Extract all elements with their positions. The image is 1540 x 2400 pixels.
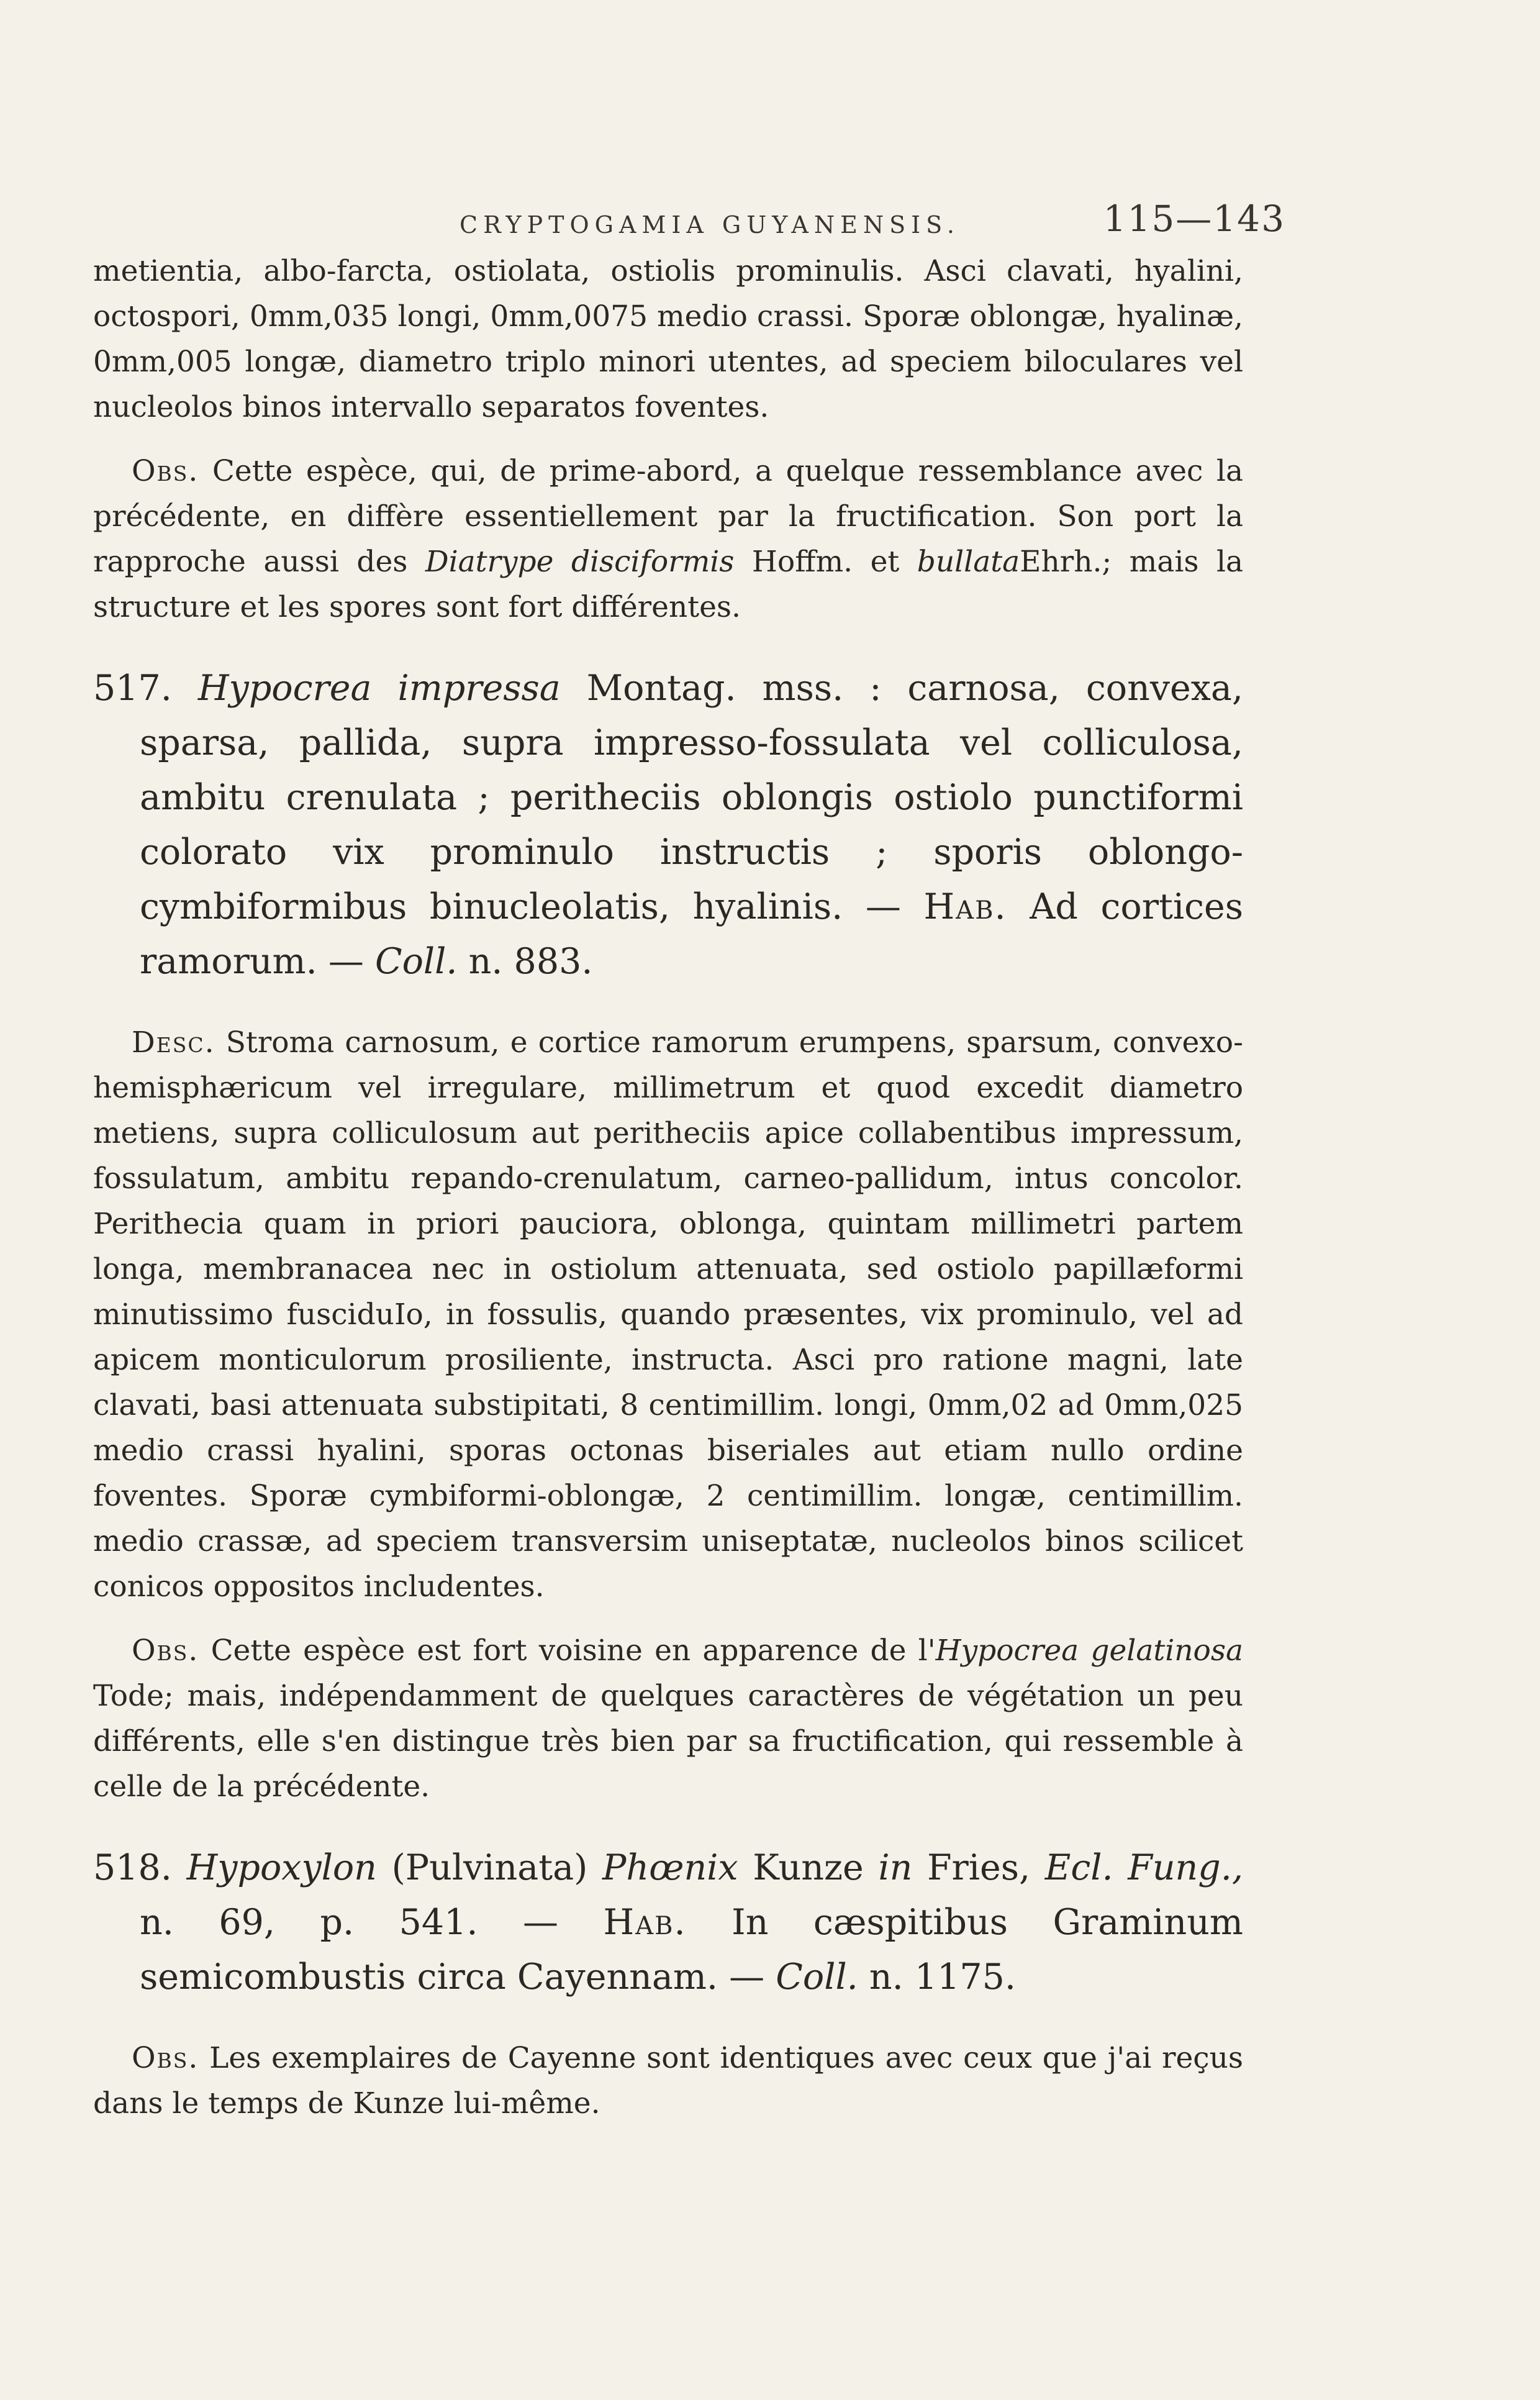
collection-label: Coll. xyxy=(776,1957,858,1998)
obs-label: Obs. xyxy=(132,454,199,488)
entry-text: n. 69, p. 541. — xyxy=(140,1902,559,1943)
species-epithet: Phœnix xyxy=(602,1847,738,1888)
running-title: CRYPTOGAMIA GUYANENSIS. xyxy=(460,211,960,239)
intro-paragraph: metientia, albo-farcta, ostiolata, ostiolis prominulis. Asci clavati, hyalini, octospori, 0mm,035 longi, 0mm,0075 medio crassi. Sporæ oblongæ, hyalinæ, 0mm,005 longæ, diametro triplo minori utentes, ad speciem biloculares vel nucleolos binos intervallo separatos foventes. xyxy=(93,254,1243,424)
description-paragraph xyxy=(93,1020,1243,1609)
obs-label: Obs. xyxy=(132,2041,199,2075)
obs-text: Ehrh.; mais la structure et les spores sont fort différentes. xyxy=(93,545,1244,624)
collection-number: n. 1175. xyxy=(869,1957,1017,1998)
entry-text: Montag. mss. : carnosa, convexa, sparsa, pallida, supra impresso-fossulata vel colliculosa, ambitu crenulata ; peritheciis oblongis ostiolo punctiformi colorato vix prominulo instructis ; sporis oblongo-cymbiformibus binucleolatis, hyalinis. — xyxy=(140,668,1244,927)
page-number: 115—143 xyxy=(1103,198,1285,240)
genus-name: Hypoxylon xyxy=(186,1847,377,1888)
collection-number: n. 883. xyxy=(468,941,593,982)
obs-text: Cette espèce est fort voisine en apparence de l' xyxy=(211,1634,936,1668)
entry-518 xyxy=(93,1840,1243,2004)
obs-label: Obs. xyxy=(132,1634,199,1668)
taxon-name: bullata xyxy=(917,545,1020,579)
entry-text: In cæspitibus Graminum semicombustis circa Cayennam. — xyxy=(140,1902,1243,1998)
body-text xyxy=(93,248,1243,2126)
obs-text: Hoffm. et xyxy=(751,545,900,579)
subgenus-name: (Pulvinata) xyxy=(391,1847,588,1888)
obs-text: Les exemplaires de Cayenne sont identiques avec ceux que j'ai reçus dans le temps de Kunze lui-même. xyxy=(93,2041,1243,2120)
entry-text: Ad cortices ramorum. — xyxy=(140,886,1243,982)
obs-paragraph-3 xyxy=(93,2035,1243,2126)
work-title: Ecl. Fung., xyxy=(1044,1847,1243,1888)
page-header xyxy=(93,198,1285,247)
habitat-label: Hab. xyxy=(923,886,1007,927)
entry-517 xyxy=(93,661,1243,989)
collection-label: Coll. xyxy=(374,941,458,982)
author-name: Kunze xyxy=(753,1847,864,1888)
entry-text: Fries, xyxy=(926,1847,1031,1888)
entry-number: 518. xyxy=(93,1847,172,1888)
taxon-name: Diatrype disciformis xyxy=(425,545,735,579)
entry-number: 517. xyxy=(93,668,172,709)
obs-paragraph-1 xyxy=(93,448,1243,630)
habitat-label: Hab. xyxy=(603,1902,687,1943)
obs-text: Tode; mais, indépendamment de quelques caractères de végétation un peu différents, elle s'en distingue très bien par sa fructification, qui ressemble à celle de la précédente. xyxy=(93,1679,1243,1804)
taxon-name: Hypocrea gelatinosa xyxy=(935,1634,1243,1668)
species-name: Hypocrea impressa xyxy=(197,668,561,709)
desc-text: Stroma carnosum, e cortice ramorum erumpens, sparsum, convexo-hemisphæricum vel irregulare, millimetrum et quod excedit diametro metiens, supra colliculosum aut peritheciis apice collabentibus impressum, fossulatum, ambitu repando-crenulatum, carneo-pallidum, intus concolor. Perithecia quam in priori pauciora, oblonga, quintam millimetri partem longa, membranacea nec in ostiolum attenuata, sed ostiolo papillæformi minutissimo fusciduIo, in fossulis, quando præsentes, vix prominulo, vel ad apicem monticulorum prosiliente, instructa. Asci pro ratione magni, late clavati, basi attenuata substipitati, 8 centimillim. longi, 0mm,02 ad 0mm,025 medio crassi hyalini, sporas octonas biseriales aut etiam nullo ordine foventes. Sporæ cymbiformi-oblongæ, 2 centimillim. longæ, centimillim. medio crassæ, ad speciem transversim uniseptatæ, nucleolos binos scilicet conicos oppositos includentes. xyxy=(93,1025,1243,1604)
desc-label: Desc. xyxy=(132,1025,215,1060)
obs-paragraph-2 xyxy=(93,1628,1243,1809)
in-word: in xyxy=(878,1847,913,1888)
obs-text: Cette espèce, qui, de prime-abord, a quelque ressemblance avec la précédente, en diffère essentiellement par la fructification. Son port la rapproche aussi des xyxy=(93,454,1243,579)
